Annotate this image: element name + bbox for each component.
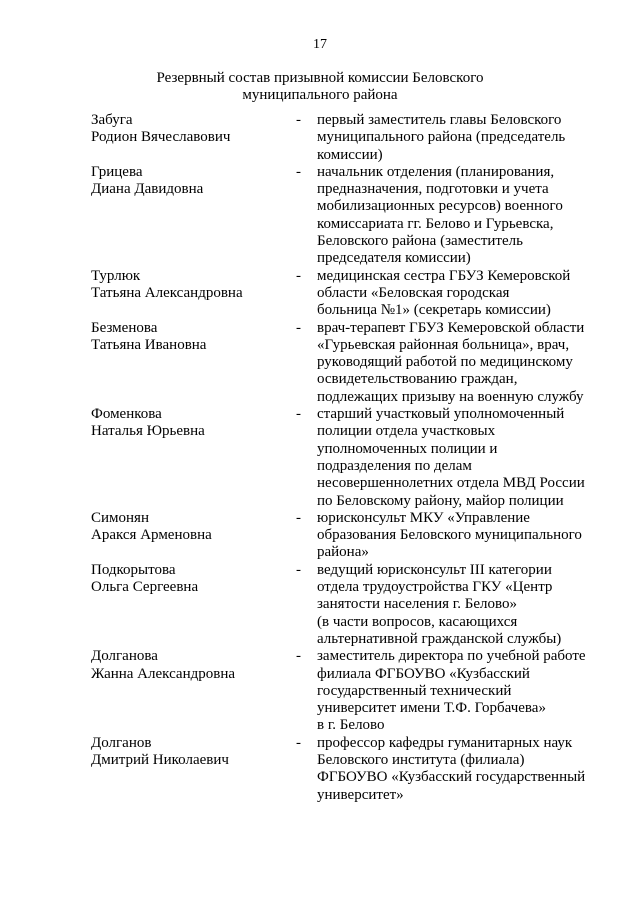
member-given-names: Татьяна Ивановна xyxy=(91,336,207,353)
document-title-line: Резервный состав призывной комиссии Беловского xyxy=(156,70,484,86)
page-number: 17 xyxy=(313,37,327,52)
member-role xyxy=(317,164,611,268)
member-dash: - xyxy=(296,406,301,423)
member-name xyxy=(91,406,286,441)
member-dash: - xyxy=(296,112,301,128)
member-surname: Грицева xyxy=(91,163,143,180)
member-row xyxy=(91,268,611,320)
member-row xyxy=(91,164,611,268)
member-row xyxy=(91,735,611,804)
member-role-line: подразделения по делам xyxy=(317,457,472,474)
member-role-line: ФГБОУВО «Кузбасский государственный xyxy=(317,769,586,786)
member-role xyxy=(317,648,611,734)
member-given-names: Родион Вячеславович xyxy=(91,129,231,146)
member-role-line: руководящий работой по медицинскому xyxy=(317,354,573,371)
member-name xyxy=(91,562,286,597)
member-role-line: юрисконсульт МКУ «Управление xyxy=(317,509,530,526)
member-role xyxy=(317,268,611,320)
member-name xyxy=(91,112,286,147)
member-role-line: освидетельствованию граждан, xyxy=(317,371,518,388)
member-role-line: подлежащих призыву на военную службу xyxy=(317,388,584,405)
member-role-line: профессор кафедры гуманитарных наук xyxy=(317,734,573,751)
member-role-line: в г. Белово xyxy=(317,717,385,734)
member-surname: Долганов xyxy=(91,734,152,751)
member-surname: Забуга xyxy=(91,112,133,128)
member-row xyxy=(91,320,611,406)
member-surname: Подкорытова xyxy=(91,561,176,578)
member-given-names: Татьяна Александровна xyxy=(91,284,243,301)
member-role-line: врач-терапевт ГБУЗ Кемеровской области xyxy=(317,319,585,336)
member-role xyxy=(317,510,611,562)
member-surname: Турлюк xyxy=(91,267,141,284)
document-title-line: муниципального района xyxy=(242,87,398,103)
member-role-line: университет» xyxy=(317,786,404,803)
member-row xyxy=(91,406,611,510)
member-surname: Долганова xyxy=(91,648,158,665)
member-name xyxy=(91,320,286,355)
member-name xyxy=(91,648,286,683)
member-role xyxy=(317,406,611,510)
member-role-line: больница №1» (секретарь комиссии) xyxy=(317,302,551,319)
member-row xyxy=(91,510,611,562)
member-role xyxy=(317,320,611,406)
member-role-line: председателя комиссии) xyxy=(317,250,471,267)
member-given-names: Аракся Арменовна xyxy=(91,527,212,544)
member-row xyxy=(91,112,611,164)
member-dash: - xyxy=(296,734,301,751)
member-given-names: Наталья Юрьевна xyxy=(91,423,205,440)
member-dash: - xyxy=(296,267,301,284)
member-role-line: Беловского района (заместитель xyxy=(317,233,523,250)
member-surname: Безменова xyxy=(91,319,158,336)
member-role-line: филиала ФГБОУВО «Кузбасский xyxy=(317,665,530,682)
member-role-line: (в части вопросов, касающихся xyxy=(317,613,518,630)
member-role-line: начальник отделения (планирования, xyxy=(317,163,555,180)
member-role-line: несовершеннолетних отдела МВД России xyxy=(317,475,585,492)
member-dash: - xyxy=(296,163,301,180)
member-given-names: Жанна Александровна xyxy=(91,665,236,682)
member-role-line: государственный технический xyxy=(317,682,512,699)
member-role-line: ведущий юрисконсульт III категории xyxy=(317,561,552,578)
member-role xyxy=(317,735,611,804)
member-dash: - xyxy=(296,319,301,336)
member-surname: Симонян xyxy=(91,509,149,526)
member-role xyxy=(317,112,611,164)
member-role-line: старший участковый уполномоченный xyxy=(317,406,565,423)
member-role-line: по Беловскому району, майор полиции xyxy=(317,492,564,509)
member-row xyxy=(91,562,611,648)
member-dash: - xyxy=(296,561,301,578)
member-role-line: полиции отдела участковых xyxy=(317,423,496,440)
member-list xyxy=(91,112,611,804)
member-given-names: Ольга Сергеевна xyxy=(91,579,199,596)
member-role-line: области «Беловская городская xyxy=(317,284,510,301)
member-row xyxy=(91,648,611,734)
member-surname: Фоменкова xyxy=(91,406,162,423)
member-name xyxy=(91,735,286,770)
member-role-line: «Гурьевская районная больница», врач, xyxy=(317,336,570,353)
member-role-line: отдела трудоустройства ГКУ «Центр xyxy=(317,579,553,596)
member-name xyxy=(91,268,286,303)
member-role-line: первый заместитель главы Беловского xyxy=(317,112,562,128)
member-role-line: медицинская сестра ГБУЗ Кемеровской xyxy=(317,267,571,284)
member-role-line: комиссариата гг. Белово и Гурьевска, xyxy=(317,215,554,232)
member-role-line: района» xyxy=(317,544,369,561)
member-dash: - xyxy=(296,648,301,665)
member-role xyxy=(317,562,611,648)
member-role-line: уполномоченных полиции и xyxy=(317,440,498,457)
member-name xyxy=(91,510,286,545)
document-title xyxy=(0,70,640,104)
member-role-line: заместитель директора по учебной работе xyxy=(317,648,586,665)
member-dash: - xyxy=(296,509,301,526)
member-role-line: муниципального района (председатель xyxy=(317,129,566,146)
member-role-line: комиссии) xyxy=(317,146,383,163)
member-role-line: занятости населения г. Белово» xyxy=(317,596,517,613)
member-role-line: образования Беловского муниципального xyxy=(317,527,582,544)
member-role-line: университет имени Т.Ф. Горбачева» xyxy=(317,700,546,717)
member-name xyxy=(91,164,286,199)
member-given-names: Диана Давидовна xyxy=(91,181,204,198)
member-role-line: мобилизационных ресурсов) военного xyxy=(317,198,563,215)
member-role-line: альтернативной гражданской службы) xyxy=(317,630,562,647)
member-role-line: Беловского института (филиала) xyxy=(317,751,525,768)
member-role-line: предназначения, подготовки и учета xyxy=(317,181,549,198)
member-given-names: Дмитрий Николаевич xyxy=(91,751,229,768)
